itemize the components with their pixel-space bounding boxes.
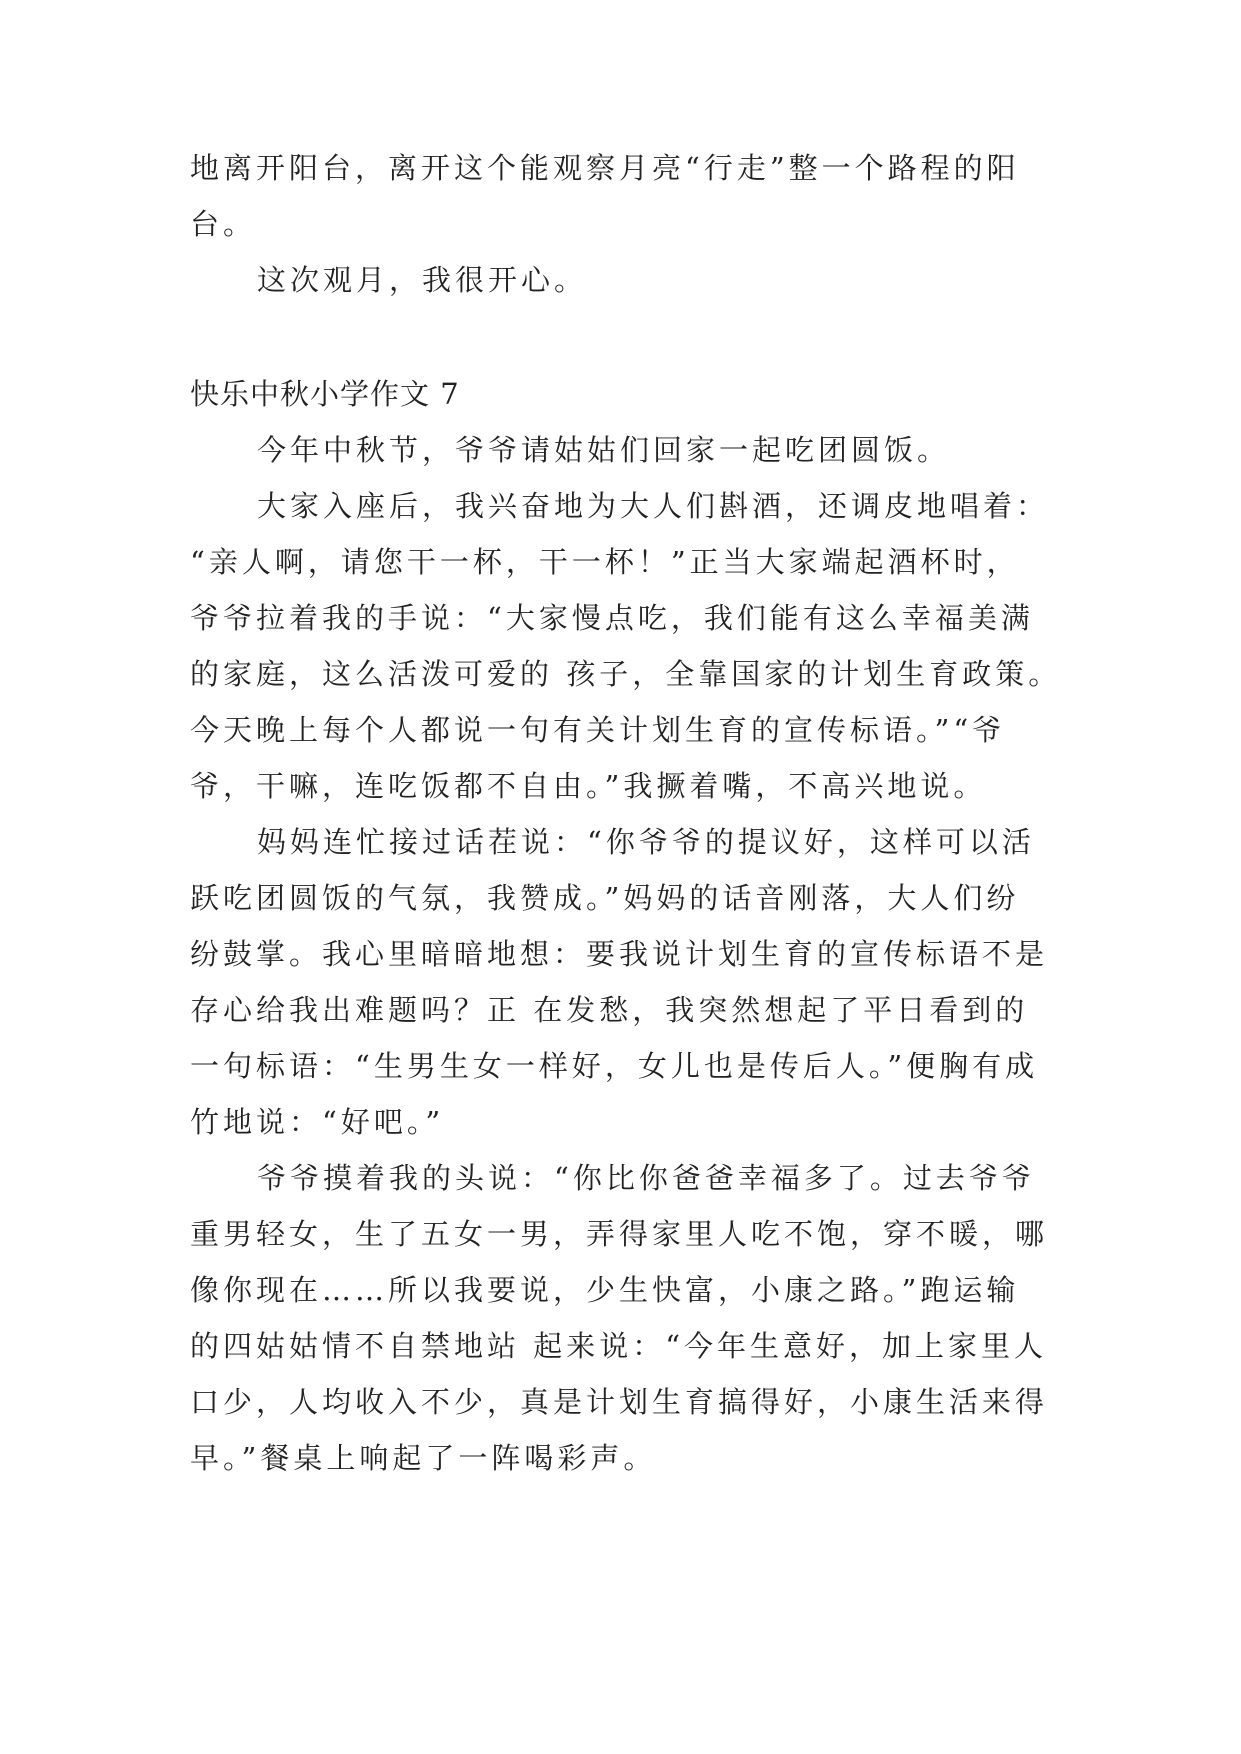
text-line: 爷，干嘛，连吃饭都不自由。”我撅着嘴，不高兴地说。 bbox=[190, 769, 987, 803]
text-line: 爷爷拉着我的手说：“大家慢点吃，我们能有这么幸福美满 bbox=[190, 601, 1034, 635]
text-line: 的家庭，这么活泼可爱的 孩子，全靠国家的计划生育政策。 bbox=[190, 657, 1062, 691]
section-title: 快乐中秋小学作文 7 bbox=[190, 377, 460, 411]
text-line: 重男轻女，生了五女一男，弄得家里人吃不饱，穿不暖，哪 bbox=[190, 1217, 1049, 1251]
text-line: 地离开阳台，离开这个能观察月亮“行走”整一个路程的阳 bbox=[190, 151, 1020, 185]
text-line: 早。”餐桌上响起了一阵喝彩声。 bbox=[190, 1441, 657, 1475]
paragraph-start: 今年中秋节，爷爷请姑姑们回家一起吃团圆饭。 bbox=[257, 433, 951, 467]
text-line: 纷鼓掌。我心里暗暗地想：要我说计划生育的宣传标语不是 bbox=[190, 937, 1049, 971]
paragraph-start: 妈妈连忙接过话茬说：“你爷爷的提议好，这样可以活 bbox=[257, 825, 1035, 859]
text-line: 台。 bbox=[190, 207, 257, 241]
text-line: 像你现在……所以我要说，少生快富，小康之路。”跑运输 bbox=[190, 1273, 1020, 1307]
text-line: 存心给我出难题吗？正 在发愁，我突然想起了平日看到的 bbox=[190, 993, 1029, 1027]
paragraph-start: 这次观月，我很开心。 bbox=[257, 263, 588, 297]
text-line: 竹地说：“好吧。” bbox=[190, 1105, 445, 1139]
text-line: 的四姑姑情不自禁地站 起来说：“今年生意好，加上家里人 bbox=[190, 1329, 1048, 1363]
text-line: 今天晚上每个人都说一句有关计划生育的宣传标语。”“爷 bbox=[190, 713, 1006, 747]
text-line: “亲人啊，请您干一杯，干一杯！”正当大家端起酒杯时， bbox=[190, 545, 1020, 579]
paragraph-start: 爷爷摸着我的头说：“你比你爸爸幸福多了。过去爷爷 bbox=[257, 1161, 1035, 1195]
text-line: 跃吃团圆饭的气氛，我赞成。”妈妈的话音刚落，大人们纷 bbox=[190, 881, 1020, 915]
text-line: 一句标语：“生男生女一样好，女儿也是传后人。”便胸有成 bbox=[190, 1049, 1039, 1083]
text-line: 口少，人均收入不少，真是计划生育搞得好，小康生活来得 bbox=[190, 1385, 1049, 1419]
paragraph-start: 大家入座后，我兴奋地为大人们斟酒，还调皮地唱着： bbox=[257, 489, 1050, 523]
